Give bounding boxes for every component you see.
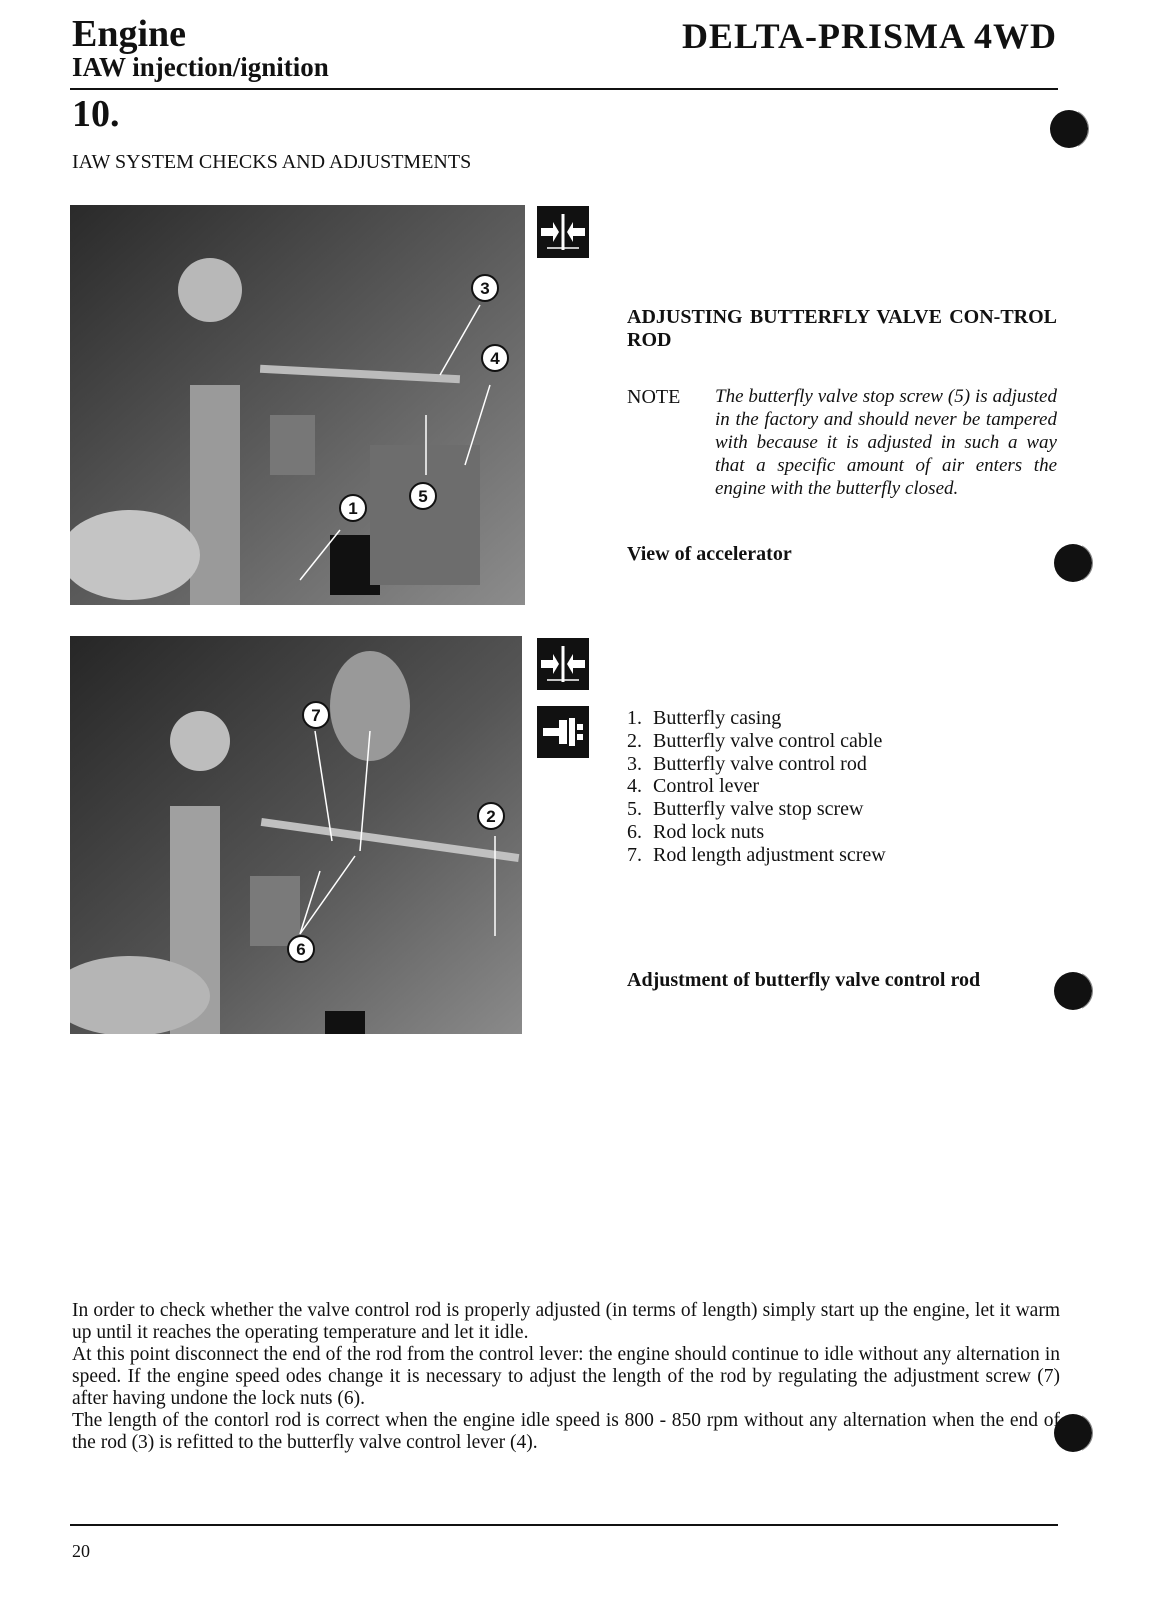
svg-text:5: 5	[418, 487, 428, 506]
callout-2	[476, 801, 506, 831]
page-title: Engine	[72, 13, 187, 55]
callout-4	[480, 343, 510, 373]
thumb-index-dot-icon	[1048, 106, 1094, 152]
svg-text:2: 2	[486, 807, 496, 826]
legend-item: 4. Control lever	[627, 775, 760, 798]
control-rod-photo	[70, 636, 522, 1034]
note-label: NOTE	[627, 386, 681, 408]
thumb-index-dot-icon	[1052, 540, 1098, 586]
callout-5	[408, 481, 438, 511]
footer-rule	[70, 1524, 1058, 1526]
callout-3	[470, 273, 500, 303]
callout-1	[338, 493, 368, 523]
callout-6	[286, 934, 316, 964]
thumb-index-dot-icon	[1052, 968, 1098, 1014]
legend-item: 6. Rod lock nuts	[627, 820, 765, 843]
legend-item: 2. Butterfly valve control cable	[627, 729, 883, 752]
svg-text:4: 4	[490, 349, 500, 368]
legend-item: 7. Rod length adjustment screw	[627, 843, 886, 866]
callout-7	[301, 700, 331, 730]
body-paragraph: At this point disconnect the end of the rod from the control lever: the engine should continue to idle without any alternation in speed. If the engine speed odes change it is necessary to adjust the length of the rod by regulating the adjustment screw (7) after having undone the lock nuts (6).	[72, 1344, 1060, 1409]
adjustment-gap-icon	[537, 206, 589, 258]
legend-item: 1. Butterfly casing	[627, 707, 782, 729]
section-heading: IAW SYSTEM CHECKS AND ADJUSTMENTS	[72, 151, 472, 173]
figure-1-caption: View of accelerator	[627, 543, 792, 565]
svg-text:1: 1	[348, 499, 358, 518]
accelerator-photo	[70, 205, 525, 605]
parts-legend	[627, 707, 886, 867]
adjusting-title: ADJUSTING BUTTERFLY VALVE CON-TROL ROD	[627, 306, 1057, 351]
legend-item: 3. Butterfly valve control rod	[627, 752, 867, 775]
section-number: 10.	[72, 93, 120, 135]
lock-nut-adjust-icon	[537, 706, 589, 758]
figure-2-caption: Adjustment of butterfly valve control rod	[627, 969, 981, 991]
legend-item: 5. Butterfly valve stop screw	[627, 798, 864, 821]
note-text: The butterfly valve stop screw (5) is adjusted in the factory and should never be tampered with because it is adjusted in such a way that a specific amount of air enters the engine with the butterfly closed.	[715, 386, 1057, 499]
svg-text:6: 6	[296, 940, 306, 959]
svg-text:3: 3	[480, 279, 490, 298]
header-rule	[70, 88, 1058, 90]
adjustment-gap-icon	[537, 638, 589, 690]
svg-text:7: 7	[311, 706, 321, 725]
model-title: DELTA-PRISMA 4WD	[681, 16, 1057, 56]
body-text	[72, 1300, 1060, 1454]
page-number: 20	[72, 1541, 90, 1561]
body-paragraph: In order to check whether the valve control rod is properly adjusted (in terms of length) simply start up the engine, let it warm up until it reaches the operating temperature and let it idle.	[72, 1300, 1060, 1343]
body-paragraph: The length of the contorl rod is correct when the engine idle speed is 800 - 850 rpm without any alternation when the end of the rod (3) is refitted to the butterfly valve control lever (4).	[72, 1410, 1060, 1453]
page-subtitle: IAW injection/ignition	[72, 52, 329, 82]
